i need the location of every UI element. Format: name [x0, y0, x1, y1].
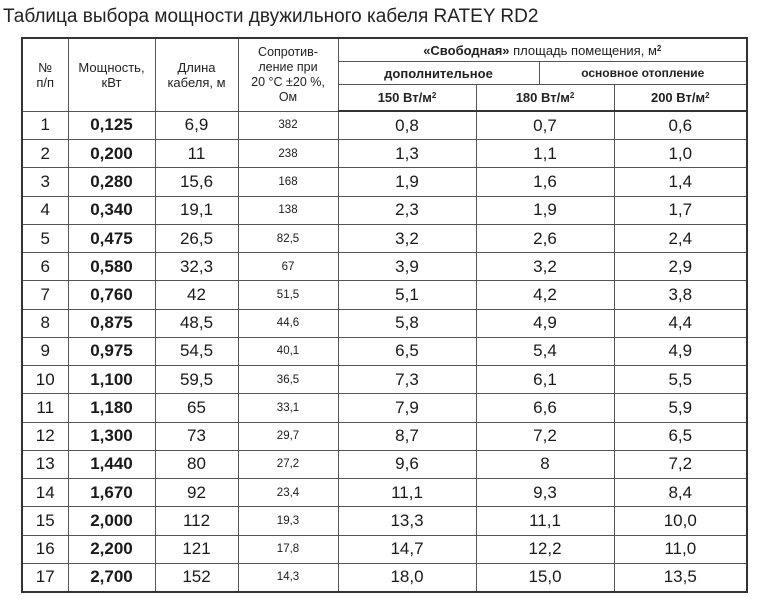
header-rate-150: [338, 85, 476, 112]
cell-resistance: 138: [238, 196, 338, 224]
cell-area-200: 2,4: [614, 224, 747, 252]
cell-area-150: 18,0: [338, 563, 476, 592]
table-row: [22, 535, 747, 563]
cell-resistance: 23,4: [238, 479, 338, 507]
table-row: [22, 507, 747, 535]
cell-power: 2,000: [68, 507, 155, 535]
cell-length: 15,6: [155, 168, 238, 196]
header-additional-heating: дополнительное: [338, 62, 539, 85]
cell-area-180: 5,4: [476, 337, 614, 365]
cell-length: 65: [155, 394, 238, 422]
cell-length: 6,9: [155, 111, 238, 140]
cell-length: 54,5: [155, 337, 238, 365]
cell-length: 121: [155, 535, 238, 563]
cell-area-200: 1,7: [614, 196, 747, 224]
cell-number: 9: [22, 337, 68, 365]
table-row: [22, 111, 747, 140]
cell-area-200: 4,9: [614, 337, 747, 365]
header-cable-length: Длина кабеля, м: [155, 38, 238, 111]
header-free-area-text: площадь помещения, м: [509, 42, 657, 58]
cell-area-180: 12,2: [476, 535, 614, 563]
cell-resistance: 382: [238, 111, 338, 140]
cell-area-180: 0,7: [476, 111, 614, 140]
cell-number: 12: [22, 422, 68, 450]
cell-power: 0,125: [68, 111, 155, 140]
header-rate-150-sup: 2: [431, 91, 437, 100]
table-row: [22, 479, 747, 507]
cell-number: 14: [22, 479, 68, 507]
cable-selection-table: [21, 37, 748, 593]
header-main-heating: основное отопление: [539, 62, 747, 85]
cell-length: 19,1: [155, 196, 238, 224]
cell-resistance: 27,2: [238, 450, 338, 478]
cell-area-150: 1,3: [338, 140, 476, 168]
table-row: [22, 337, 747, 365]
cell-area-150: 8,7: [338, 422, 476, 450]
table-row: [22, 366, 747, 394]
header-power: Мощность, кВт: [68, 38, 155, 111]
header-rate-200-sup: 2: [705, 91, 710, 100]
cell-area-150: 7,3: [338, 366, 476, 394]
cell-area-200: 13,5: [614, 563, 747, 592]
cell-resistance: 17,8: [238, 535, 338, 563]
header-number: № п/п: [22, 38, 68, 111]
cell-power: 2,700: [68, 563, 155, 592]
cell-length: 11: [155, 140, 238, 168]
cell-power: 0,975: [68, 337, 155, 365]
cell-length: 92: [155, 479, 238, 507]
cell-resistance: 168: [238, 168, 338, 196]
cell-area-150: 1,9: [338, 168, 476, 196]
cell-area-150: 3,9: [338, 253, 476, 281]
cell-length: 80: [155, 450, 238, 478]
cell-area-150: 11,1: [338, 479, 476, 507]
table-row: [22, 394, 747, 422]
cell-area-150: 5,1: [338, 281, 476, 309]
cell-number: 4: [22, 196, 68, 224]
cell-resistance: 19,3: [238, 507, 338, 535]
cell-resistance: 238: [238, 140, 338, 168]
cell-power: 0,340: [68, 196, 155, 224]
cell-length: 112: [155, 507, 238, 535]
cell-area-200: 5,9: [614, 394, 747, 422]
cell-area-200: 8,4: [614, 479, 747, 507]
table-row: [22, 563, 747, 592]
header-free-area-sup: 2: [656, 43, 662, 53]
cell-number: 13: [22, 450, 68, 478]
cell-power: 1,180: [68, 394, 155, 422]
header-rate-180-label: 180 Вт/м: [515, 90, 570, 105]
cell-area-180: 15,0: [476, 563, 614, 592]
cell-length: 48,5: [155, 309, 238, 337]
page-title: Таблица выбора мощности двужильного кабеля RATEY RD2: [3, 6, 539, 27]
cell-area-150: 6,5: [338, 337, 476, 365]
cell-area-180: 6,6: [476, 394, 614, 422]
cell-number: 8: [22, 309, 68, 337]
cell-area-180: 7,2: [476, 422, 614, 450]
cell-area-150: 13,3: [338, 507, 476, 535]
cell-area-200: 7,2: [614, 450, 747, 478]
cell-area-200: 0,6: [614, 111, 747, 140]
cell-area-180: 4,9: [476, 309, 614, 337]
cell-area-150: 5,8: [338, 309, 476, 337]
cell-area-180: 4,2: [476, 281, 614, 309]
table-row: [22, 253, 747, 281]
cell-number: 16: [22, 535, 68, 563]
cell-number: 5: [22, 224, 68, 252]
cell-power: 0,875: [68, 309, 155, 337]
cell-length: 152: [155, 563, 238, 592]
table-row: [22, 140, 747, 168]
cell-number: 7: [22, 281, 68, 309]
cell-area-150: 2,3: [338, 196, 476, 224]
cell-length: 59,5: [155, 366, 238, 394]
cell-resistance: 36,5: [238, 366, 338, 394]
header-free-area-bold: «Свободная»: [423, 42, 510, 58]
cell-power: 0,760: [68, 281, 155, 309]
cell-number: 6: [22, 253, 68, 281]
cell-resistance: 51,5: [238, 281, 338, 309]
cell-length: 32,3: [155, 253, 238, 281]
cell-area-200: 3,8: [614, 281, 747, 309]
table-row: [22, 450, 747, 478]
cell-length: 73: [155, 422, 238, 450]
cell-area-180: 11,1: [476, 507, 614, 535]
table-row: [22, 281, 747, 309]
table-row: [22, 422, 747, 450]
cell-area-150: 7,9: [338, 394, 476, 422]
cell-area-180: 1,1: [476, 140, 614, 168]
cell-power: 1,440: [68, 450, 155, 478]
cell-area-150: 9,6: [338, 450, 476, 478]
cell-power: 0,280: [68, 168, 155, 196]
cell-area-150: 3,2: [338, 224, 476, 252]
cell-resistance: 29,7: [238, 422, 338, 450]
cell-length: 42: [155, 281, 238, 309]
cell-area-150: 14,7: [338, 535, 476, 563]
cell-power: 2,200: [68, 535, 155, 563]
cell-area-180: 8: [476, 450, 614, 478]
header-rate-180: [476, 85, 614, 112]
table-row: [22, 196, 747, 224]
cell-resistance: 82,5: [238, 224, 338, 252]
cell-power: 0,475: [68, 224, 155, 252]
table-row: [22, 309, 747, 337]
cell-power: 0,200: [68, 140, 155, 168]
table-row: [22, 224, 747, 252]
cell-number: 17: [22, 563, 68, 592]
cell-number: 2: [22, 140, 68, 168]
cell-resistance: 14,3: [238, 563, 338, 592]
cell-number: 3: [22, 168, 68, 196]
cell-resistance: 67: [238, 253, 338, 281]
header-free-area: [338, 38, 747, 62]
cell-power: 1,100: [68, 366, 155, 394]
header-rate-150-label: 150 Вт/м: [377, 90, 432, 105]
cell-area-180: 2,6: [476, 224, 614, 252]
cell-length: 26,5: [155, 224, 238, 252]
cell-number: 1: [22, 111, 68, 140]
cell-area-200: 10,0: [614, 507, 747, 535]
cell-area-180: 9,3: [476, 479, 614, 507]
cell-area-180: 1,9: [476, 196, 614, 224]
cell-number: 15: [22, 507, 68, 535]
header-rate-200-label: 200 Вт/м: [650, 90, 706, 105]
cell-area-180: 1,6: [476, 168, 614, 196]
cell-area-200: 6,5: [614, 422, 747, 450]
cell-area-200: 4,4: [614, 309, 747, 337]
cell-power: 0,580: [68, 253, 155, 281]
cell-area-200: 11,0: [614, 535, 747, 563]
cell-resistance: 33,1: [238, 394, 338, 422]
cell-area-200: 1,0: [614, 140, 747, 168]
table-row: [22, 168, 747, 196]
cell-power: 1,300: [68, 422, 155, 450]
header-rate-200: [614, 85, 747, 112]
cell-number: 11: [22, 394, 68, 422]
cell-area-150: 0,8: [338, 111, 476, 140]
cell-area-200: 5,5: [614, 366, 747, 394]
header-rate-180-sup: 2: [569, 91, 575, 100]
cell-number: 10: [22, 366, 68, 394]
cell-area-180: 6,1: [476, 366, 614, 394]
cell-area-180: 3,2: [476, 253, 614, 281]
header-resistance: Сопротив- ление при 20 °С ±20 %, Ом: [238, 38, 338, 111]
cell-area-200: 1,4: [614, 168, 747, 196]
cell-resistance: 40,1: [238, 337, 338, 365]
cell-power: 1,670: [68, 479, 155, 507]
cell-area-200: 2,9: [614, 253, 747, 281]
cell-resistance: 44,6: [238, 309, 338, 337]
